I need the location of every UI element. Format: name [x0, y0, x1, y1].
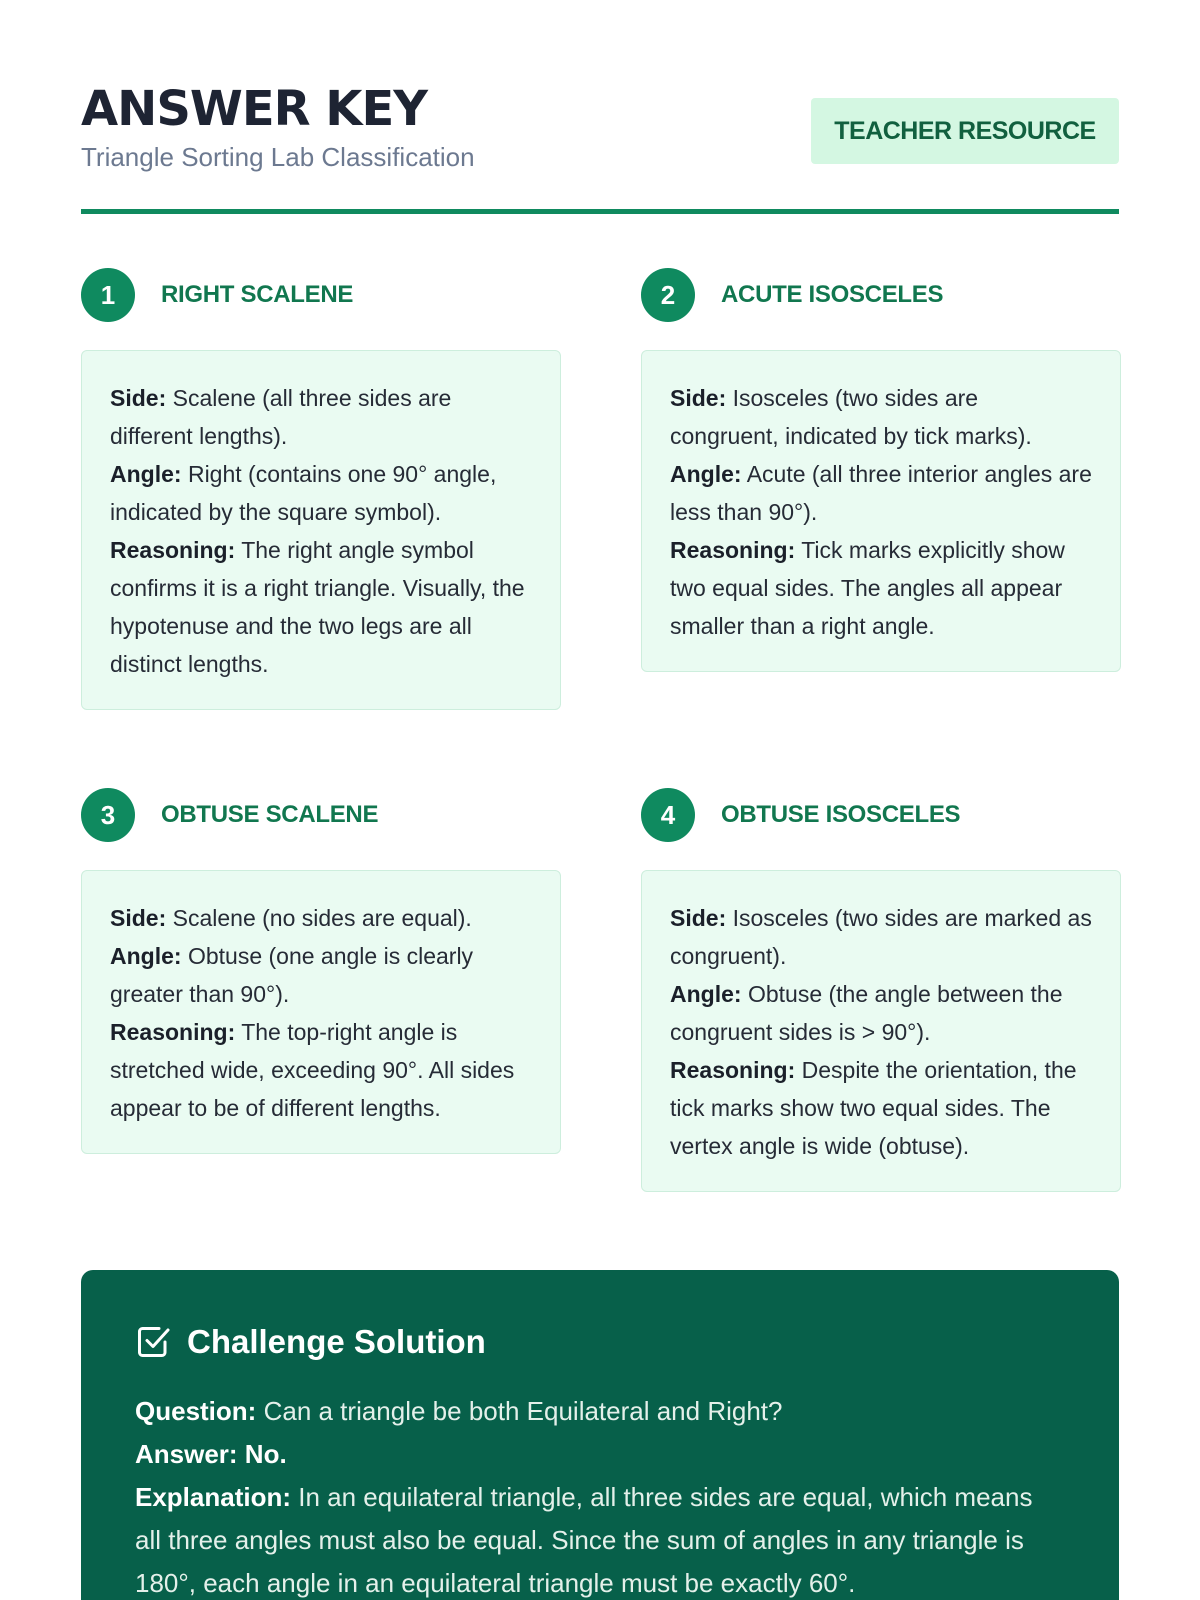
- reasoning-text: Despite the orientation, the tick marks show two equal sides. The vertex angle is wide (obtuse).: [670, 1057, 1077, 1159]
- reasoning-label: Reasoning:: [110, 537, 236, 563]
- reasoning-text: Tick marks explicitly show two equal sides. The angles all appear smaller than a right angle.: [670, 537, 1065, 639]
- answer-item-2: [641, 268, 1121, 672]
- angle-text: Obtuse (the angle between the congruent sides is > 90°).: [670, 981, 1063, 1045]
- side-line: [670, 899, 1092, 975]
- answer-card: [81, 350, 561, 710]
- answer-item-header: [81, 788, 561, 842]
- side-label: Side:: [670, 385, 727, 411]
- challenge-solution-panel: [81, 1270, 1119, 1600]
- item-title: OBTUSE ISOSCELES: [721, 801, 961, 828]
- item-number-badge: 1: [81, 268, 135, 322]
- angle-line: [670, 975, 1092, 1051]
- challenge-body: [135, 1390, 1065, 1600]
- angle-text: Obtuse (one angle is clearly greater than 90°).: [110, 943, 474, 1007]
- item-number-badge: 2: [641, 268, 695, 322]
- side-text: Scalene (no sides are equal).: [172, 905, 472, 931]
- angle-label: Angle:: [670, 981, 742, 1007]
- angle-line: [670, 455, 1092, 531]
- question-text: Can a triangle be both Equilateral and Right?: [263, 1396, 783, 1426]
- angle-text: Acute (all three interior angles are less than 90°).: [670, 461, 1092, 525]
- answer-label: Answer: No.: [135, 1439, 287, 1469]
- angle-line: [110, 937, 532, 1013]
- answer-line: [135, 1433, 1065, 1476]
- explanation-label: Explanation:: [135, 1482, 292, 1512]
- item-title: RIGHT SCALENE: [161, 281, 354, 308]
- reasoning-line: [110, 531, 532, 683]
- side-label: Side:: [110, 905, 167, 931]
- answer-item-header: [641, 268, 1121, 322]
- reasoning-line: [670, 1051, 1092, 1165]
- answer-card: [81, 870, 561, 1154]
- answer-item-header: [81, 268, 561, 322]
- reasoning-label: Reasoning:: [670, 1057, 796, 1083]
- reasoning-label: Reasoning:: [110, 1019, 236, 1045]
- angle-label: Angle:: [670, 461, 742, 487]
- side-label: Side:: [670, 905, 727, 931]
- side-text: Isosceles (two sides are marked as congruent).: [670, 905, 1092, 969]
- answer-card: [641, 350, 1121, 672]
- question-line: [135, 1390, 1065, 1433]
- side-line: [110, 379, 532, 455]
- item-title: OBTUSE SCALENE: [161, 801, 379, 828]
- item-title: ACUTE ISOSCELES: [721, 281, 944, 308]
- answer-item-3: [81, 788, 561, 1154]
- side-text: Isosceles (two sides are congruent, indicated by tick marks).: [670, 385, 1032, 449]
- answer-item-4: [641, 788, 1121, 1192]
- item-number-badge: 4: [641, 788, 695, 842]
- side-line: [110, 899, 532, 937]
- explanation-text: In an equilateral triangle, all three sides are equal, which means all three angles must also be equal. Since the sum of angles in any triangle is 180°, each angle in an equilateral triangle must be exactly 60°.: [135, 1482, 1033, 1598]
- page-title: ANSWER KEY: [81, 81, 428, 137]
- item-number-badge: 3: [81, 788, 135, 842]
- reasoning-line: [670, 531, 1092, 645]
- angle-line: [110, 455, 532, 531]
- side-text: Scalene (all three sides are different lengths).: [110, 385, 452, 449]
- page-subtitle: Triangle Sorting Lab Classification: [81, 142, 475, 172]
- angle-label: Angle:: [110, 461, 182, 487]
- reasoning-text: The right angle symbol confirms it is a right triangle. Visually, the hypotenuse and the two legs are all distinct lengths.: [110, 537, 525, 677]
- answer-card: [641, 870, 1121, 1192]
- reasoning-text: The top-right angle is stretched wide, exceeding 90°. All sides appear to be of different lengths.: [110, 1019, 515, 1121]
- side-line: [670, 379, 1092, 455]
- checkbox-icon: [135, 1324, 171, 1360]
- page-header: [81, 0, 1119, 214]
- reasoning-line: [110, 1013, 532, 1127]
- angle-label: Angle:: [110, 943, 182, 969]
- teacher-resource-badge: TEACHER RESOURCE: [811, 98, 1119, 164]
- explanation-line: [135, 1476, 1065, 1600]
- question-label: Question:: [135, 1396, 257, 1426]
- reasoning-label: Reasoning:: [670, 537, 796, 563]
- answer-item-header: [641, 788, 1121, 842]
- challenge-title: Challenge Solution: [187, 1323, 486, 1360]
- answer-item-1: [81, 268, 561, 710]
- side-label: Side:: [110, 385, 167, 411]
- challenge-header: [135, 1320, 1065, 1364]
- angle-text: Right (contains one 90° angle, indicated by the square symbol).: [110, 461, 497, 525]
